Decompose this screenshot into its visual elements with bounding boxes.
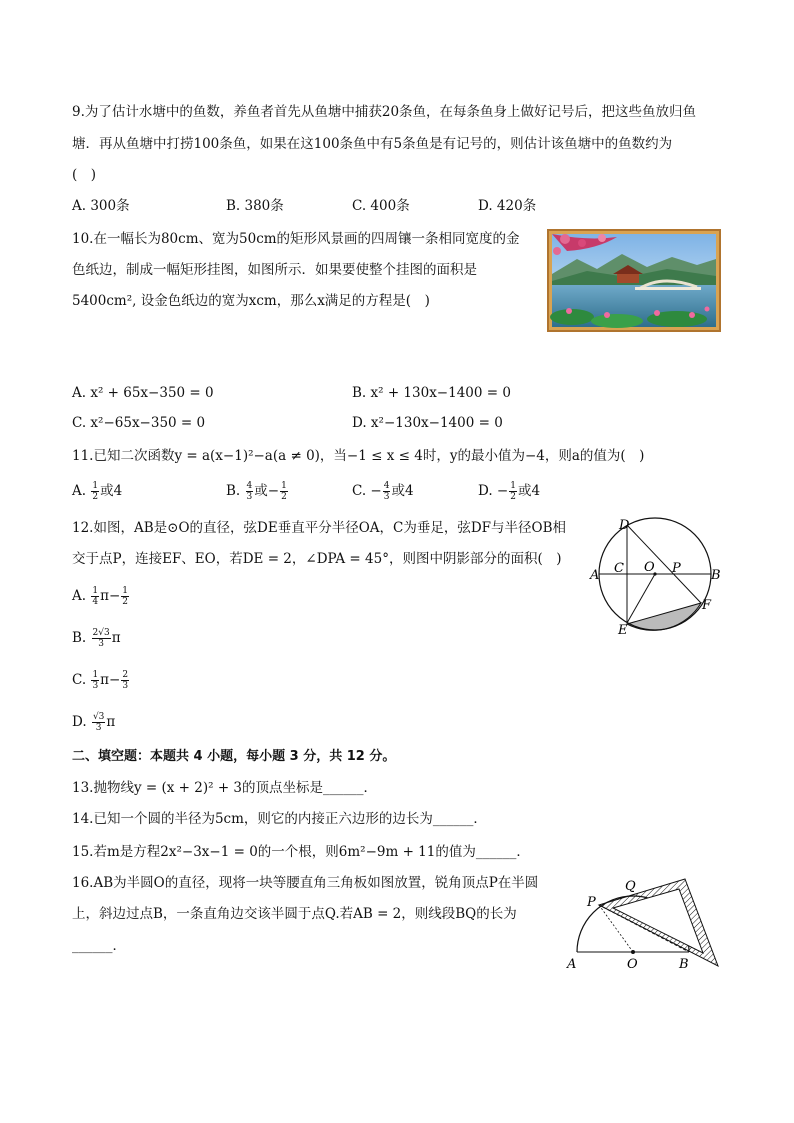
label-c: C xyxy=(614,561,624,576)
label-a: A xyxy=(567,957,577,972)
q9-line1: 9.为了估计水塘中的鱼数，养鱼者首先从鱼塘中捕获20条鱼，在每条鱼身上做好记号后，把这些鱼放归鱼 xyxy=(72,104,697,120)
label-b: B xyxy=(679,957,689,972)
q10-option-d: D. x²−130x−1400 = 0 xyxy=(352,415,503,431)
q10-line2: 色纸边，制成一幅矩形挂图，如图所示．如果要使整个挂图的面积是 xyxy=(72,262,477,278)
q12-option-c: C. $\frac{1}{3}$ π− $\frac{2}{3}$ xyxy=(72,670,129,691)
q15-text: 15.若m是方程2x²−3x−1 = 0的一个根，则6m²−9m + 11的值为______． xyxy=(72,844,530,860)
section-2-heading: 二、填空题：本题共 4 小题，每小题 3 分，共 12 分。 xyxy=(72,749,396,764)
q16-line1: 16.AB为半圆O的直径，现将一块等腰直角三角板如图放置，锐角顶点P在半圆 xyxy=(72,875,539,891)
q9-option-b: B. 380条 xyxy=(226,198,284,214)
q10-option-b: B. x² + 130x−1400 = 0 xyxy=(352,385,511,401)
q12-line2: 交于点P，连接EF、EO，若DE = 2，∠DPA = 45°，则图中阴影部分的面积( ) xyxy=(72,551,562,567)
q12-option-b: B. $\frac{2√3}{3}$ π xyxy=(72,628,121,649)
q11-option-d: D. − $\frac{1}{2}$ 或4 xyxy=(478,481,541,502)
q11-option-c: C. − $\frac{4}{3}$ 或4 xyxy=(352,481,414,502)
q9-option-a: A. 300条 xyxy=(72,198,130,214)
q12-option-d: D. $\frac{√3}{3}$ π xyxy=(72,712,116,733)
label-o: O xyxy=(644,560,655,575)
q11-option-a: A. $\frac{1}{2}$ 或4 xyxy=(72,481,123,502)
landscape-painting-image xyxy=(547,229,721,332)
q13-text: 13.抛物线y = (x + 2)² + 3的顶点坐标是______． xyxy=(72,780,378,796)
label-f: F xyxy=(702,598,712,613)
q10-line1: 10.在一幅长为80cm、宽为50cm的矩形风景画的四周镶一条相同宽度的金 xyxy=(72,231,520,247)
q10-option-c: C. x²−65x−350 = 0 xyxy=(72,415,206,431)
q9-option-d: D. 420条 xyxy=(478,198,537,214)
label-a: A xyxy=(590,568,600,583)
label-b: B xyxy=(711,568,721,583)
q10-line3: 5400cm², 设金色纸边的宽为xcm，那么x满足的方程是( ) xyxy=(72,293,430,309)
q12-circle-figure xyxy=(583,515,723,640)
q9-line2: 塘．再从鱼塘中打捞100条鱼，如果在这100条鱼中有5条鱼是有记号的，则估计该鱼塘中的鱼数约为 xyxy=(72,136,673,152)
q11-option-b: B. $\frac{4}{3}$ 或− $\frac{1}{2}$ xyxy=(226,481,287,502)
q16-line3: ______． xyxy=(72,938,126,954)
q9-line3: ( ) xyxy=(72,167,97,183)
label-o: O xyxy=(627,957,638,972)
label-p: P xyxy=(587,895,596,910)
q11-line1: 11.已知二次函数y = a(x−1)²−a(a ≠ 0)，当−1 ≤ x ≤ 4时，y的最小值为−4，则a的值为( ) xyxy=(72,448,645,464)
q10-option-a: A. x² + 65x−350 = 0 xyxy=(72,385,214,401)
q14-text: 14.已知一个圆的半径为5cm，则它的内接正六边形的边长为______． xyxy=(72,811,487,827)
q9-option-c: C. 400条 xyxy=(352,198,410,214)
q16-semicircle-figure xyxy=(563,872,728,972)
label-p: P xyxy=(672,561,681,576)
q12-option-a: A. $\frac{1}{4}$ π− $\frac{1}{2}$ xyxy=(72,586,128,607)
label-d: D xyxy=(619,518,630,533)
label-e: E xyxy=(618,623,628,638)
q16-line2: 上，斜边过点B，一条直角边交该半圆于点Q.若AB = 2，则线段BQ的长为 xyxy=(72,906,517,922)
label-q: Q xyxy=(625,879,636,894)
q12-line1: 12.如图，AB是⊙O的直径，弦DE垂直平分半径OA，C为垂足，弦DF与半径OB相 xyxy=(72,520,567,536)
